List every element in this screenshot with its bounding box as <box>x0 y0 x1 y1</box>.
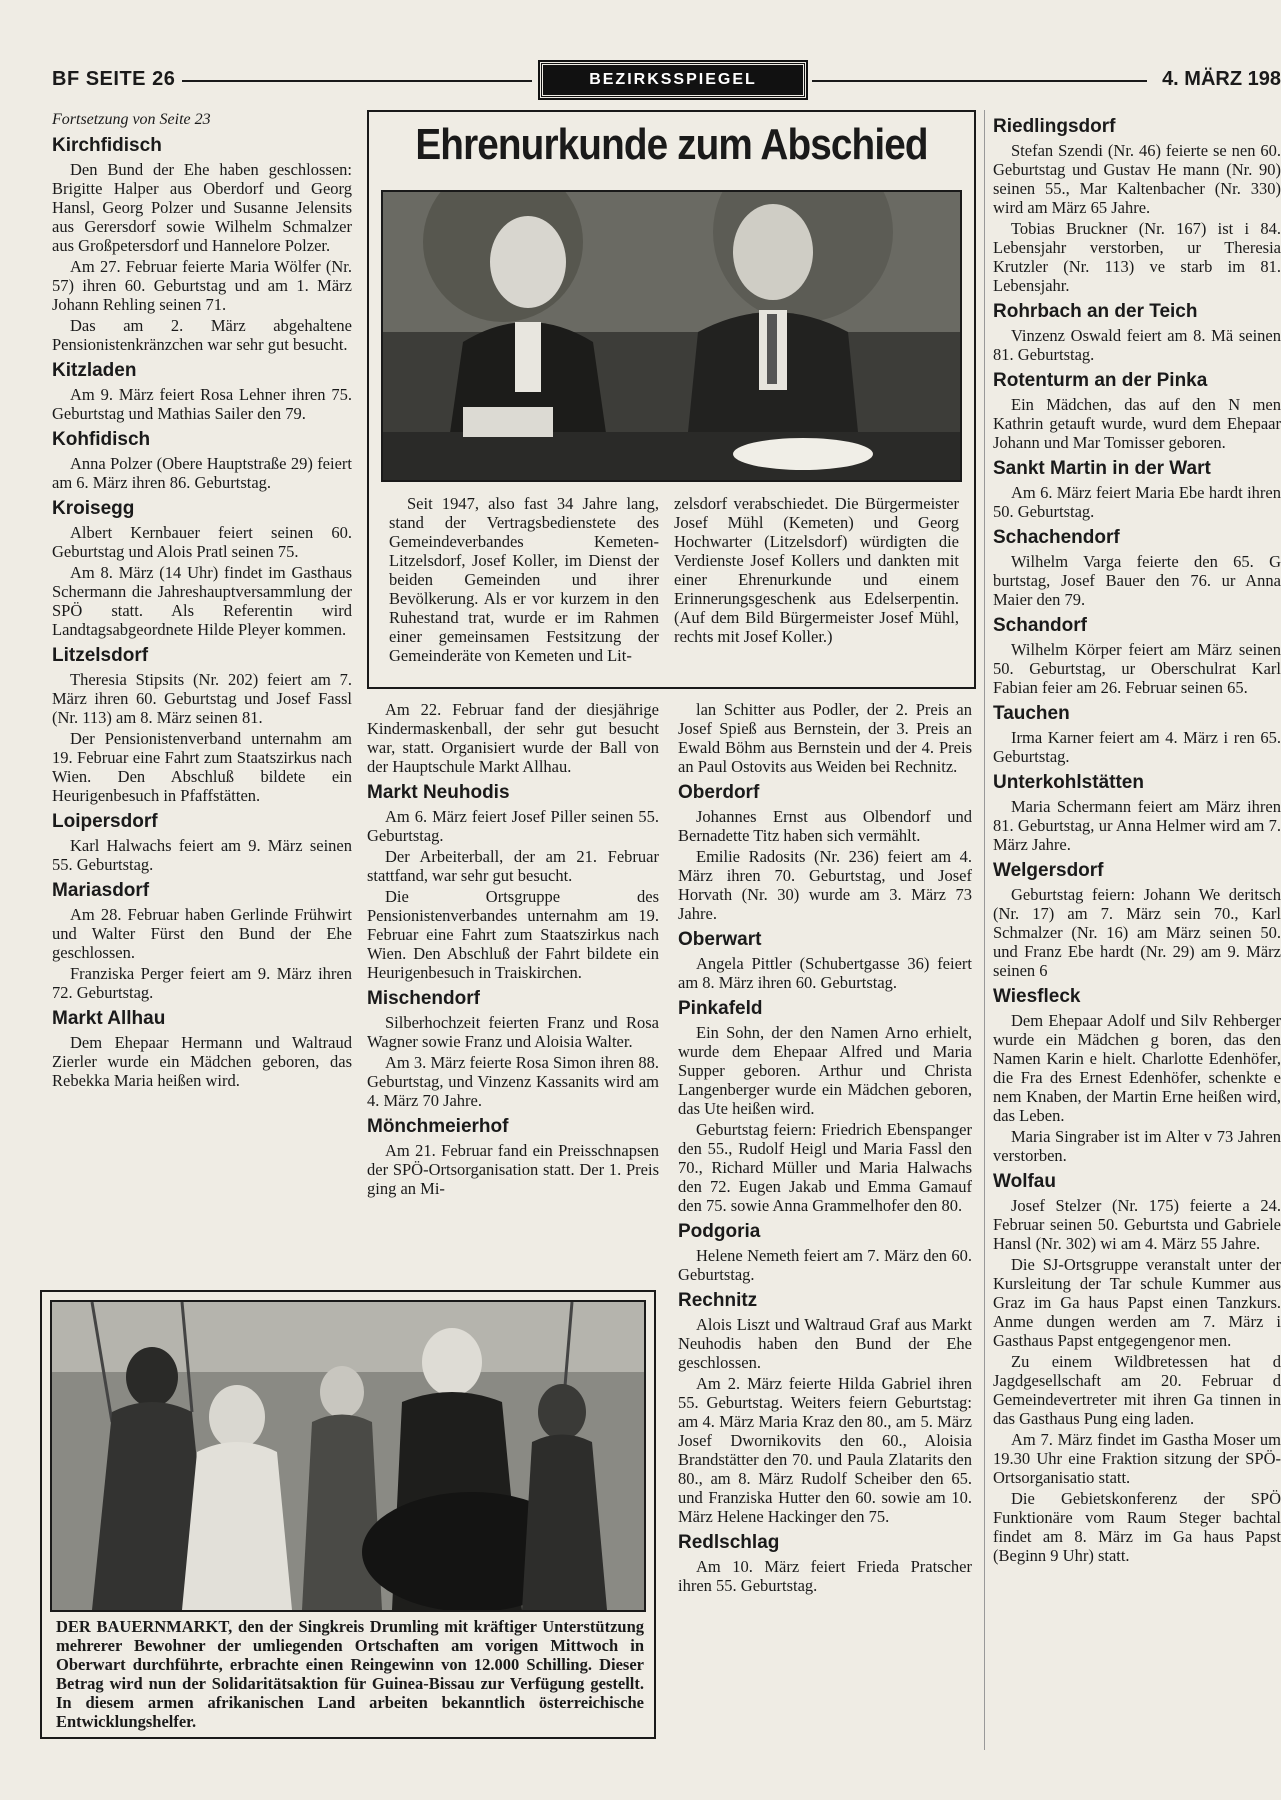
photo-two-men-icon <box>383 192 960 480</box>
section-tauchen <box>993 703 1281 766</box>
issue-date: 4. MÄRZ 198 <box>1162 68 1281 90</box>
paragraph: Josef Stelzer (Nr. 175) feierte a 24. Februar seinen 50. Geburtsta und Gabriele Hansl (Nr. 302) wi am 4. März 55 Jahre. <box>993 1196 1281 1253</box>
section-mischendorf <box>367 988 659 1110</box>
section-heading: Litzelsdorf <box>52 645 149 666</box>
section-oberwart <box>678 929 972 992</box>
section-heading: Schachendorf <box>993 527 1120 548</box>
section-redlschlag <box>678 1532 972 1595</box>
section-loipersdorf <box>52 811 352 874</box>
header-rule-right <box>812 80 1147 82</box>
section-heading: Wolfau <box>993 1171 1056 1192</box>
paragraph: Den Bund der Ehe haben geschlossen: Brigitte Halper aus Oberdorf und Georg Hansl, Georg Polzer und Susanne Jelensits aus Gerersdorf sowie Wilhelm Schmalzer aus Großpetersdorf und Hannelore Polzer. <box>52 160 352 255</box>
paragraph: Am 6. März feiert Josef Piller seinen 55. Geburtstag. <box>367 807 659 845</box>
section-heading: Unterkohlstätten <box>993 772 1144 793</box>
section-heading: Markt Allhau <box>52 1008 166 1029</box>
column-3 <box>367 700 659 1200</box>
section-heading: Markt Neuhodis <box>367 782 510 803</box>
paragraph: Am 8. März (14 Uhr) findet im Gasthaus Schermann die Jahreshauptversammlung der SPÖ statt. Als Referentin wird Landtagsabgeordnete Hilde Pleyer kommen. <box>52 563 352 639</box>
paragraph: Die Ortsgruppe des Pensionistenverbandes unternahm am 19. Februar eine Fahrt zum Staatszirkus nach Wien. Den Abschluß der Fahrt bildete ein Heurigenbesuch in Traiskirchen. <box>367 887 659 982</box>
paragraph: Geburtstag feiern: Friedrich Ebenspanger den 55., Rudolf Heigl und Maria Fassl den 70., Richard Müller und Maria Halwachs den 72. Eugen Jakab und Emma Gamauf den 75. sowie Anna Grammelhofer den 80. <box>678 1120 972 1215</box>
paragraph: Am 27. Februar feierte Maria Wölfer (Nr. 57) ihren 60. Geburtstag und am 1. März Johann Rehling seinen 71. <box>52 257 352 314</box>
paragraph: Angela Pittler (Schubertgasse 36) feiert am 8. März ihren 60. Geburtstag. <box>678 954 972 992</box>
paragraph: Am 28. Februar haben Gerlinde Frühwirt und Walter Fürst den Bund der Ehe geschlossen. <box>52 905 352 962</box>
paragraph: Die SJ-Ortsgruppe veranstalt unter der Kursleitung der Tar schule Kummer aus Graz im Ga haus Papst einen Tanzkurs. Anme dungen werden am 7. März i Gasthaus Papst entgegengenor men. <box>993 1255 1281 1350</box>
section-heading: Mischendorf <box>367 988 480 1009</box>
section-heading: Rohrbach an der Teich <box>993 301 1198 322</box>
paragraph: Am 6. März feiert Maria Ebe hardt ihren 50. Geburtstag. <box>993 483 1281 521</box>
paragraph: Am 10. März feiert Frieda Pratscher ihren 55. Geburtstag. <box>678 1557 972 1595</box>
section-unterkohlstaetten <box>993 772 1281 854</box>
paragraph: Geburtstag feiern: Johann We deritsch (Nr. 17) am 7. März sein 70., Karl Schmalzer (Nr. 16) am März seinen 50. und Franz Ebe hardt (Nr. 29) am 9. März seinen 6 <box>993 885 1281 980</box>
section-wiesfleck <box>993 986 1281 1165</box>
section-heading: Pinkafeld <box>678 998 763 1019</box>
section-heading: Kirchfidisch <box>52 135 162 156</box>
section-markt-allhau <box>52 1008 352 1090</box>
section-kohfidisch <box>52 429 352 492</box>
section-heading: Loipersdorf <box>52 811 158 832</box>
section-heading: Welgersdorf <box>993 860 1104 881</box>
section-heading: Mönchmeierhof <box>367 1116 509 1137</box>
section-heading: Wiesfleck <box>993 986 1081 1007</box>
paragraph: Ein Sohn, der den Namen Arno erhielt, wurde dem Ehepaar Alfred und Maria Supper geboren. Arthur und Christa Langenberger wurde ein Mädchen geboren, das Ute heißen wird. <box>678 1023 972 1118</box>
section-podgoria <box>678 1221 972 1284</box>
section-heading: Podgoria <box>678 1221 761 1242</box>
paragraph: Anna Polzer (Obere Hauptstraße 29) feiert am 6. März ihren 86. Geburtstag. <box>52 454 352 492</box>
column-1 <box>52 110 352 1092</box>
paragraph: Irma Karner feiert am 4. März i ren 65. Geburtstag. <box>993 728 1281 766</box>
section-heading: Oberwart <box>678 929 762 950</box>
paragraph: Maria Schermann feiert am März ihren 81. Geburtstag, ur Anna Helmer wird am 7. März Jahre. <box>993 797 1281 854</box>
page-header <box>52 62 1281 102</box>
section-wolfau <box>993 1171 1281 1565</box>
paragraph: Am 9. März feiert Rosa Lehner ihren 75. Geburtstag und Mathias Sailer den 79. <box>52 385 352 423</box>
bauernmarkt-box <box>40 1290 656 1739</box>
paragraph: Der Arbeiterball, der am 21. Februar stattfand, war sehr gut besucht. <box>367 847 659 885</box>
column-5 <box>993 110 1281 1567</box>
paragraph: Karl Halwachs feiert am 9. März seinen 55. Geburtstag. <box>52 836 352 874</box>
paragraph: Wilhelm Varga feierte den 65. G burtstag, Josef Bauer den 76. ur Anna Maier den 79. <box>993 552 1281 609</box>
column-4 <box>678 700 972 1597</box>
paragraph: Alois Liszt und Waltraud Graf aus Markt Neuhodis haben den Bund der Ehe geschlossen. <box>678 1315 972 1372</box>
section-mariasdorf <box>52 880 352 1002</box>
photo-market-crowd-icon <box>52 1302 644 1610</box>
continuation-note: Fortsetzung von Seite 23 <box>52 111 211 128</box>
paragraph: Albert Kernbauer feiert seinen 60. Geburtstag und Alois Pratl seinen 75. <box>52 523 352 561</box>
paragraph: Vinzenz Oswald feiert am 8. Mä seinen 81. Geburtstag. <box>993 326 1281 364</box>
paragraph: Silberhochzeit feierten Franz und Rosa Wagner sowie Franz und Aloisia Walter. <box>367 1013 659 1051</box>
section-heading: Redlschlag <box>678 1532 780 1553</box>
feature-caption-left: Seit 1947, also fast 34 Jahre lang, stand der Vertragsbedienstete des Gemeindeverbandes Kemeten-Litzelsdorf, Josef Koller, im Dienst der beiden Gemeinden und ihrer Bevölkerung. Als er vor kurzem in den Ruhestand trat, wurde er im Rahmen einer gemeinsamen Festsitzung der Gemeinderäte von Kemeten und Lit- <box>389 494 659 665</box>
section-heading: Kroisegg <box>52 498 135 519</box>
section-sankt-martin <box>993 458 1281 521</box>
section-heading: Oberdorf <box>678 782 760 803</box>
paragraph: Am 2. März feierte Hilda Gabriel ihren 55. Geburtstag. Weiters feiern Geburtstag: am 4. März Maria Kraz den 80., am 5. März Josef Dwornikovits den 60., Aloisia Brandstätter den 70. und Paula Zlatarits den 80., am 8. März Rudolf Scheiber den 65. und Franziska Hutter den 60. sowie am 10. März Helene Hackinger den 75. <box>678 1374 972 1526</box>
bauernmarkt-photo <box>50 1300 646 1612</box>
section-kitzladen <box>52 360 352 423</box>
header-rule-left <box>182 80 532 82</box>
section-schachendorf <box>993 527 1281 609</box>
section-rechnitz <box>678 1290 972 1526</box>
section-moenchmeierhof <box>367 1116 659 1198</box>
section-heading: Schandorf <box>993 615 1087 636</box>
paragraph: Dem Ehepaar Adolf und Silv Rehberger wurde ein Mädchen g boren, das den Namen Karin e hielt. Charlotte Edenhöfer, die Fra des Ernest Edenhöfer, schenkte e nem Knaben, der Martin Erne heißen wird, das Leben. <box>993 1011 1281 1125</box>
paragraph: Dem Ehepaar Hermann und Waltraud Zierler wurde ein Mädchen geboren, das Rebekka Maria heißen wird. <box>52 1033 352 1090</box>
paragraph: Am 21. Februar fand ein Preisschnapsen der SPÖ-Ortsorganisation statt. Der 1. Preis ging an Mi- <box>367 1141 659 1198</box>
paragraph: Am 3. März feierte Rosa Simon ihren 88. Geburtstag, und Vinzenz Kassanits wird am 4. März 70 Jahre. <box>367 1053 659 1110</box>
section-heading: Sankt Martin in der Wart <box>993 458 1211 479</box>
paragraph: Am 7. März findet im Gastha Moser um 19.30 Uhr eine Fraktion sitzung der SPÖ-Ortsorganisatio statt. <box>993 1430 1281 1487</box>
section-rotenturm <box>993 370 1281 452</box>
paragraph: Theresia Stipsits (Nr. 202) feiert am 7. März ihren 60. Geburtstag und Josef Fassl (Nr. 113) am 8. März seinen 81. <box>52 670 352 727</box>
section-rohrbach <box>993 301 1281 364</box>
paragraph: Franziska Perger feiert am 9. März ihren 72. Geburtstag. <box>52 964 352 1002</box>
paragraph: Am 22. Februar fand der diesjährige Kindermaskenball, der sehr gut besucht war, statt. Organisiert wurde der Ball von der Hauptschule Markt Allhau. <box>367 700 659 776</box>
bauernmarkt-caption: DER BAUERNMARKT, den der Singkreis Drumling mit kräftiger Unterstützung mehrerer Bewohner der umliegenden Ortschaften am vorigen Mittwoch in Oberwart durchführte, erbrachte einen Reingewinn von 12.000 Schilling. Dieser Betrag wird nun der Solidaritätsaktion für Guinea-Bissau zur Verfügung gestellt. In diesem armen afrikanischen Land arbeiten bekanntlich österreichische Entwicklungshelfer. <box>56 1617 644 1731</box>
feature-box <box>367 110 976 689</box>
section-heading: Kohfidisch <box>52 429 151 450</box>
paragraph: Ein Mädchen, das auf den N men Kathrin getauft wurde, wurd dem Ehepaar Johann und Mar Tomisser geboren. <box>993 395 1281 452</box>
section-badge: BEZIRKSSPIEGEL <box>540 62 806 98</box>
paragraph: Helene Nemeth feiert am 7. März den 60. Geburtstag. <box>678 1246 972 1284</box>
paragraph: Die Gebietskonferenz der SPÖ Funktionäre vom Raum Steger bachtal findet am 8. März im Ga haus Papst (Beginn 9 Uhr) statt. <box>993 1489 1281 1565</box>
section-kirchfidisch <box>52 135 352 354</box>
paragraph: lan Schitter aus Podler, der 2. Preis an Josef Spieß aus Bernstein, der 3. Preis an Ewald Böhm aus Bernstein und der 4. Preis an Paul Ostovits aus Weiden bei Rechnitz. <box>678 700 972 776</box>
section-markt-neuhodis <box>367 782 659 982</box>
section-heading: Kitzladen <box>52 360 137 381</box>
section-litzelsdorf <box>52 645 352 805</box>
section-heading: Tauchen <box>993 703 1070 724</box>
paragraph: Stefan Szendi (Nr. 46) feierte se nen 60. Geburtstag und Gustav He mann (Nr. 90) seinen 55., Mar Kaltenbacher (Nr. 330) wird am März 65 Jahre. <box>993 141 1281 217</box>
section-oberdorf <box>678 782 972 923</box>
page-number: BF SEITE 26 <box>52 68 176 90</box>
section-schandorf <box>993 615 1281 697</box>
section-riedlingsdorf <box>993 116 1281 295</box>
section-heading: Rotenturm an der Pinka <box>993 370 1208 391</box>
section-welgersdorf <box>993 860 1281 980</box>
paragraph: Tobias Bruckner (Nr. 167) ist i 84. Lebensjahr verstorben, ur Theresia Krutzler (Nr. 113) ve starb im 81. Lebensjahr. <box>993 219 1281 295</box>
section-heading: Rechnitz <box>678 1290 758 1311</box>
paragraph: Zu einem Wildbretessen hat d Jagdgesellschaft am 20. Februar d Gemeindevertreter mit ihren Ga tinnen in das Gasthaus Pung eing laden. <box>993 1352 1281 1428</box>
section-heading: Riedlingsdorf <box>993 116 1116 137</box>
paragraph: Emilie Radosits (Nr. 236) feiert am 4. März ihren 70. Geburtstag, und Josef Horvath (Nr. 30) wurde am 3. März 73 Jahre. <box>678 847 972 923</box>
paragraph: Das am 2. März abgehaltene Pensionistenkränzchen war sehr gut besucht. <box>52 316 352 354</box>
paragraph: Wilhelm Körper feiert am März seinen 50. Geburtstag, ur Oberschulrat Karl Fabian feier am 26. Februar seinen 65. <box>993 640 1281 697</box>
section-kroisegg <box>52 498 352 639</box>
column-divider <box>984 110 985 1750</box>
feature-headline: Ehrenurkunde zum Abschied <box>415 120 928 169</box>
section-pinkafeld <box>678 998 972 1215</box>
paragraph: Maria Singraber ist im Alter v 73 Jahren verstorben. <box>993 1127 1281 1165</box>
feature-caption-right: zelsdorf verabschiedet. Die Bürgermeister Josef Mühl (Kemeten) und Georg Hochwarter (Litzelsdorf) würdigten die Verdienste Josef Kollers und dankten mit einer Ehrenurkunde und einem Erinnerungsgeschenk aus Edelserpentin. (Auf dem Bild Bürgermeister Josef Mühl, rechts mit Josef Koller.) <box>674 494 959 646</box>
section-heading: Mariasdorf <box>52 880 150 901</box>
paragraph: Johannes Ernst aus Olbendorf und Bernadette Titz haben sich vermählt. <box>678 807 972 845</box>
feature-photo <box>381 190 962 482</box>
paragraph: Der Pensionistenverband unternahm am 19. Februar eine Fahrt zum Staatszirkus nach Wien. Den Abschluß bildete ein Heurigenbesuch in Pfaffstätten. <box>52 729 352 805</box>
